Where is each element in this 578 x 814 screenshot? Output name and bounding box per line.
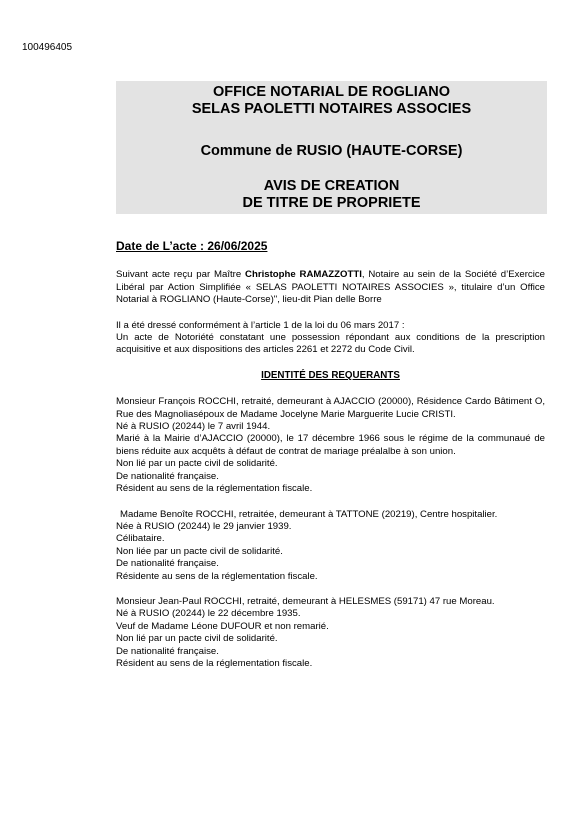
selas-name: SELAS PAOLETTI NOTAIRES ASSOCIES (191, 101, 472, 117)
intro-paragraph (116, 269, 545, 306)
dresse-line: Il a été dressé conformément à l’article 1 de la loi du 06 mars 2017 : (116, 319, 405, 331)
requerant-line: Non liée par un pacte civil de solidarité. (116, 545, 283, 557)
dresse-paragraph (116, 320, 545, 357)
requerant-block (116, 509, 545, 583)
requerant-line: Né à RUSIO (20244) le 22 décembre 1935. (116, 608, 301, 620)
requerant-line: Monsieur Jean-Paul ROCCHI, retraité, demeurant à HELESMES (59171) 47 rue Moreau. (116, 595, 495, 607)
avis-line-1: AVIS DE CREATION (263, 178, 400, 194)
date-acte: Date de L’acte : 26/06/2025 (116, 239, 268, 253)
requerant-line: De nationalité française. (116, 558, 219, 570)
requerant-block (116, 396, 545, 495)
intro-pre: Suivant acte reçu par Maître (116, 269, 246, 281)
document-reference: 100496405 (22, 42, 73, 53)
requerant-line: Non lié par un pacte civil de solidarité. (116, 458, 278, 470)
avis-line-2: DE TITRE DE PROPRIETE (242, 195, 421, 211)
requerant-block (116, 596, 545, 670)
header-banner (116, 81, 547, 214)
notaire-name: Christophe RAMAZZOTTI (245, 269, 362, 281)
requerant-line: Née à RUSIO (20244) le 29 janvier 1939. (116, 520, 292, 532)
section-title: IDENTITÉ DES REQUERANTS (261, 369, 400, 381)
requerant-line: Marié à la Mairie d’AJACCIO (20000), le 17 décembre 1966 sous le régime de la communaué de biens réduite aux acquêts à défaut de contrat de mariage préalalbe à son union. (116, 433, 545, 457)
requerant-line: Résident au sens de la réglementation fiscale. (116, 657, 313, 669)
requerant-line: Non lié par un pacte civil de solidarité. (116, 633, 278, 645)
commune-title: Commune de RUSIO (HAUTE-CORSE) (200, 143, 463, 159)
requerant-line: Résidente au sens de la réglementation fiscale. (116, 570, 318, 582)
intro-post: , Notaire au sein de la Société d’Exercice Libéral par Action Simplifiée « SELAS PAOLETTI NOTAIRES ASSOCIES », titulaire d’un Office Notarial à ROGLIANO (Haute-Corse)", lieu-dit Pian delle Borre (116, 269, 545, 306)
dresse-line: Un acte de Notoriété constatant une possession répondant aux conditions de la prescription acquisitive et aux dispositions des articles 2261 et 2272 du Code Civil. (116, 332, 545, 356)
requerant-line: De nationalité française. (116, 645, 219, 657)
requerant-line: De nationalité française. (116, 470, 219, 482)
requerant-line: Célibataire. (116, 533, 165, 545)
document-body (116, 240, 545, 683)
requerant-line: Monsieur François ROCCHI, retraité, demeurant à AJACCIO (20000), Résidence Cardo Bâtiment O, Rue des Magnoliasépoux de Madame Jocelyne Marie Marguerite Lucie CRISTI. (116, 396, 545, 420)
requerant-line: Madame Benoîte ROCCHI, retraitée, demeurant à TATTONE (20219), Centre hospitalier. (120, 508, 498, 520)
requerant-line: Résident au sens de la réglementation fiscale. (116, 483, 313, 495)
requerant-line: Veuf de Madame Léone DUFOUR et non remarié. (116, 620, 329, 632)
office-name: OFFICE NOTARIAL DE ROGLIANO (212, 84, 451, 100)
requerant-line: Né à RUSIO (20244) le 7 avril 1944. (116, 421, 271, 433)
